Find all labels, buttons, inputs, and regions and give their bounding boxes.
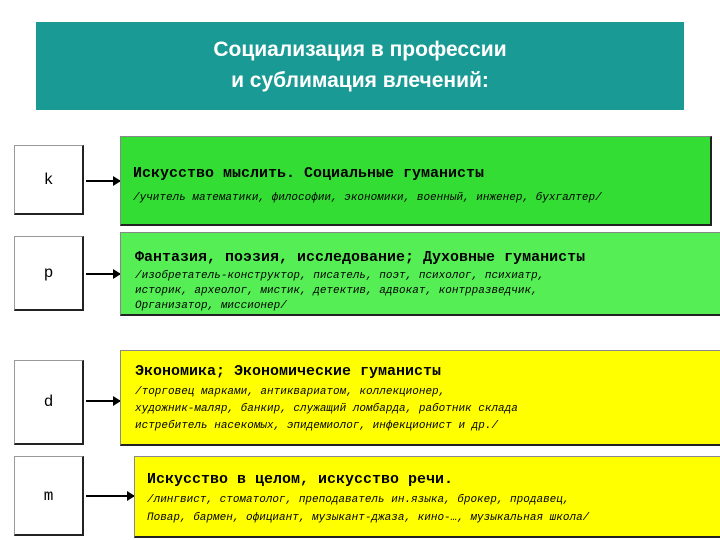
code-label: k bbox=[43, 170, 54, 189]
arrow-right-icon bbox=[86, 273, 120, 275]
code-box-m bbox=[14, 456, 84, 536]
card-heading: Искусство в целом, искусство речи. bbox=[147, 471, 454, 488]
card-line: /учитель математики, философии, экономики, военный, инженер, бухгалтер/ bbox=[133, 192, 602, 204]
code-label: p bbox=[43, 264, 54, 282]
arrow-right-icon bbox=[86, 400, 120, 402]
code-label: d bbox=[43, 393, 54, 411]
card-art-speech bbox=[134, 456, 720, 538]
code-box-k bbox=[14, 145, 84, 215]
card-line: художник-маляр, банкир, служащий ломбарда, работник склада bbox=[135, 403, 518, 415]
card-spiritual-humanists bbox=[120, 232, 720, 316]
card-heading: Экономика; Экономические гуманисты bbox=[135, 363, 442, 380]
title-line-2: и сублимация влечений: bbox=[231, 69, 489, 92]
card-social-humanists bbox=[120, 136, 712, 226]
arrow-right-icon bbox=[86, 495, 134, 497]
title-banner bbox=[36, 22, 684, 110]
card-economic-humanists bbox=[120, 350, 720, 446]
card-line: Организатор, миссионер/ bbox=[135, 300, 287, 312]
card-line: /лингвист, стоматолог, преподаватель ин.языка, брокер, продавец, bbox=[147, 494, 570, 506]
code-box-d bbox=[14, 360, 84, 445]
code-box-p bbox=[14, 236, 84, 311]
card-line: /изобретатель-конструктор, писатель, поэт, психолог, психиатр, bbox=[135, 270, 545, 282]
card-line: Повар, бармен, официант, музыкант-джаза, кино-…, музыкальная школа/ bbox=[147, 512, 590, 524]
card-line: историк, археолог, мистик, детектив, адвокат, контрразведчик, bbox=[135, 285, 538, 297]
code-label: m bbox=[43, 486, 54, 505]
title-line-1: Социализация в профессии bbox=[213, 38, 507, 61]
card-line: /торговец марками, антиквариатом, коллекционер, bbox=[135, 386, 446, 398]
card-heading: Искусство мыслить. Социальные гуманисты bbox=[133, 165, 485, 182]
card-heading: Фантазия, поэзия, исследование; Духовные гуманисты bbox=[135, 249, 586, 266]
card-line: истребитель насекомых, эпидемиолог, инфекционист и др./ bbox=[135, 420, 499, 432]
arrow-right-icon bbox=[86, 180, 120, 182]
